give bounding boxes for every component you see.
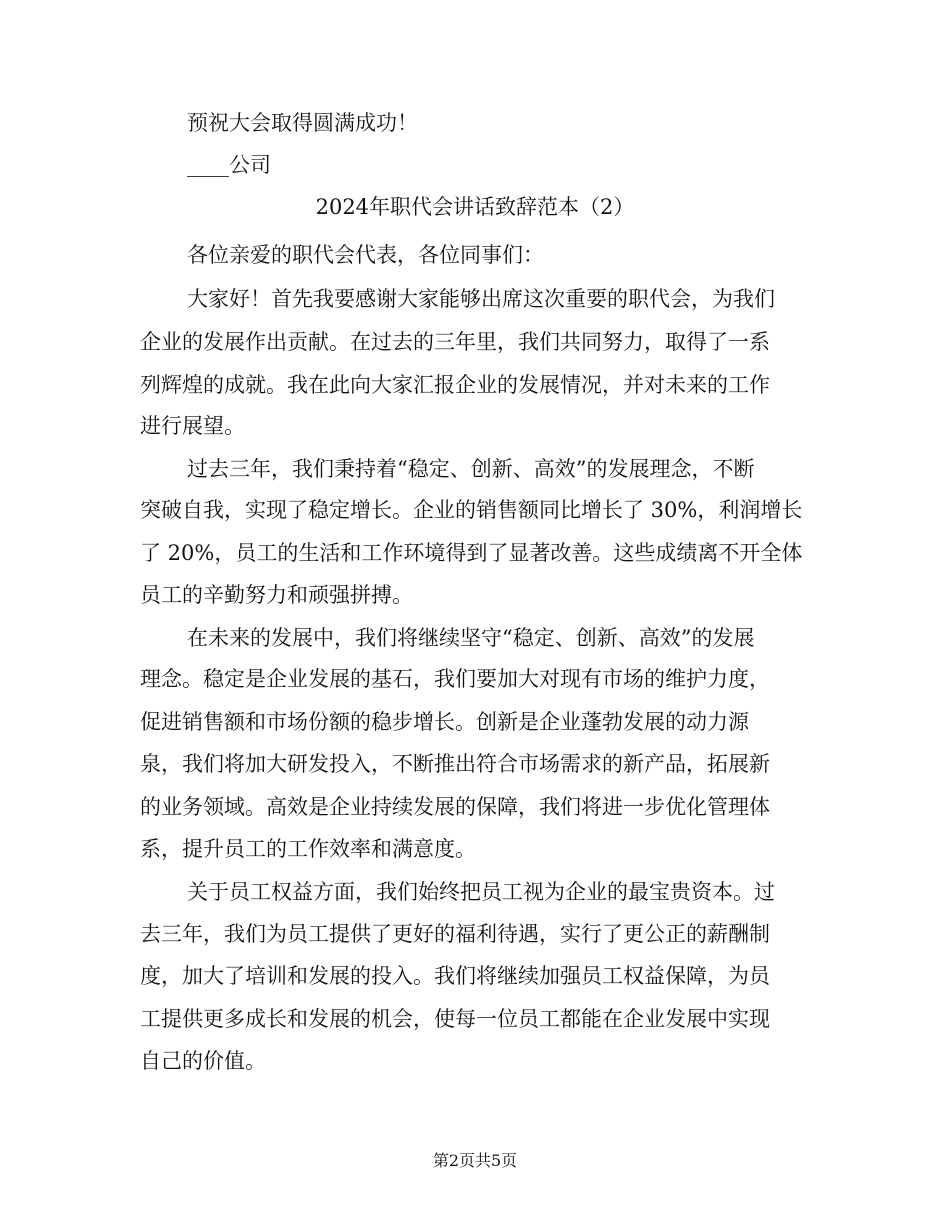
paragraph-line: 系，提升员工的工作效率和满意度。: [140, 837, 476, 861]
paragraph-line: 工提供更多成长和发展的机会，使每一位员工都能在企业发展中实现: [140, 1007, 770, 1031]
paragraph-line: 企业的发展作出贡献。在过去的三年里，我们共同努力，取得了一系: [140, 330, 770, 354]
paragraph-line: 列辉煌的成就。我在此向大家汇报企业的发展情况，并对未来的工作: [140, 373, 770, 397]
paragraph-line: 进行展望。: [140, 414, 245, 438]
paragraph-line: 关于员工权益方面，我们始终把员工视为企业的最宝贵资本。过: [187, 880, 775, 904]
paragraph-line: 过去三年，我们秉持着“稳定、创新、高效”的发展理念，不断: [187, 457, 755, 481]
paragraph-line: 去三年，我们为员工提供了更好的福利待遇，实行了更公正的薪酬制: [140, 922, 770, 946]
paragraph-line: 自己的价值。: [140, 1049, 266, 1073]
paragraph-line: 的业务领域。高效是企业持续发展的保障，我们将进一步优化管理体: [140, 795, 770, 819]
paragraph-line: 促进销售额和市场份额的稳步增长。创新是企业蓬勃发展的动力源: [140, 710, 749, 734]
greeting: 各位亲爱的职代会代表，各位同事们：: [187, 243, 544, 267]
closing-wish: 预祝大会取得圆满成功！: [187, 111, 418, 135]
closing-company: ____公司: [187, 153, 271, 177]
paragraph-line: 泉，我们将加大研发投入，不断推出符合市场需求的新产品，拓展新: [140, 752, 770, 776]
paragraph-line: 突破自我，实现了稳定增长。企业的销售额同比增长了 30%，利润增长: [140, 498, 803, 522]
paragraph-line: 大家好！首先我要感谢大家能够出席这次重要的职代会，为我们: [187, 287, 775, 311]
document-title: 2024年职代会讲话致辞范本（2）: [315, 195, 635, 219]
paragraph-line: 了 20%，员工的生活和工作环境得到了显著改善。这些成绩离不开全体: [140, 541, 803, 565]
page-number: 第2页共5页: [432, 1151, 518, 1170]
paragraph-line: 在未来的发展中，我们将继续坚守“稳定、创新、高效”的发展: [187, 626, 755, 650]
paragraph-line: 度，加大了培训和发展的投入。我们将继续加强员工权益保障，为员: [140, 964, 770, 988]
paragraph-line: 理念。稳定是企业发展的基石，我们要加大对现有市场的维护力度，: [140, 667, 770, 691]
paragraph-line: 员工的辛勤努力和顽强拼搏。: [140, 583, 413, 607]
